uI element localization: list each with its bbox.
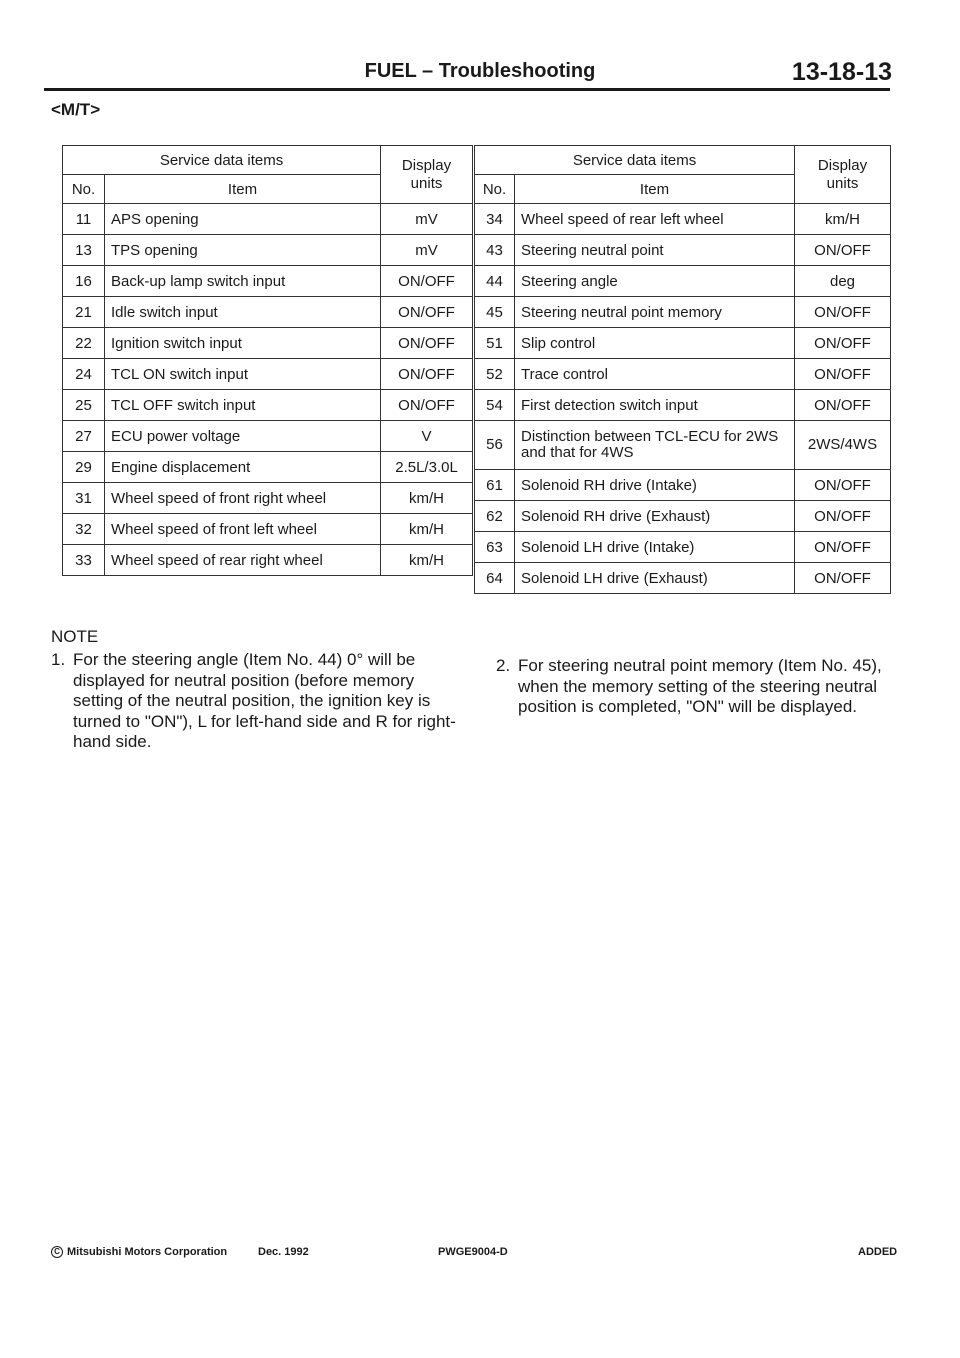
- units-header: Display units: [381, 146, 473, 204]
- table-row: [63, 328, 473, 359]
- item-header: Item: [515, 175, 795, 204]
- row-units: ON/OFF: [795, 563, 891, 594]
- table-row: [63, 452, 473, 483]
- table-row: [63, 359, 473, 390]
- table-row: [475, 266, 891, 297]
- row-units: 2.5L/3.0L: [381, 452, 473, 483]
- table-row: [63, 390, 473, 421]
- page-number: 13-18-13: [791, 58, 892, 86]
- table-row: [63, 235, 473, 266]
- row-item: Ignition switch input: [105, 328, 381, 359]
- row-item: TCL ON switch input: [105, 359, 381, 390]
- no-header: No.: [63, 175, 105, 204]
- service-data-table-left: [62, 145, 473, 576]
- row-units: ON/OFF: [795, 501, 891, 532]
- row-units: mV: [381, 204, 473, 235]
- row-units: ON/OFF: [795, 235, 891, 266]
- row-number: 21: [63, 297, 105, 328]
- row-units: deg: [795, 266, 891, 297]
- row-units: ON/OFF: [381, 390, 473, 421]
- group-header: Service data items: [63, 146, 381, 175]
- row-item: Back-up lamp switch input: [105, 266, 381, 297]
- note-item: [51, 650, 461, 753]
- table-row: [475, 501, 891, 532]
- row-number: 51: [475, 328, 515, 359]
- row-item: Solenoid RH drive (Intake): [515, 470, 795, 501]
- row-item: Slip control: [515, 328, 795, 359]
- table-row: [475, 563, 891, 594]
- row-number: 34: [475, 204, 515, 235]
- row-number: 16: [63, 266, 105, 297]
- row-item: First detection switch input: [515, 390, 795, 421]
- row-item: Wheel speed of front left wheel: [105, 514, 381, 545]
- table-row: [475, 421, 891, 470]
- row-item: Wheel speed of rear left wheel: [515, 204, 795, 235]
- row-units: ON/OFF: [381, 359, 473, 390]
- table-row: [63, 297, 473, 328]
- row-item: Steering neutral point: [515, 235, 795, 266]
- row-units: km/H: [381, 514, 473, 545]
- footer-code: PWGE9004-D: [438, 1246, 508, 1258]
- row-item: Solenoid LH drive (Intake): [515, 532, 795, 563]
- table-row: [475, 235, 891, 266]
- group-header: Service data items: [475, 146, 795, 175]
- row-number: 52: [475, 359, 515, 390]
- no-header: No.: [475, 175, 515, 204]
- row-item: ECU power voltage: [105, 421, 381, 452]
- row-number: 61: [475, 470, 515, 501]
- row-number: 33: [63, 545, 105, 576]
- table-row: [63, 204, 473, 235]
- table-row: [475, 390, 891, 421]
- row-units: 2WS/4WS: [795, 421, 891, 470]
- table-row: [475, 470, 891, 501]
- row-number: 24: [63, 359, 105, 390]
- section-label: <M/T>: [51, 100, 101, 119]
- row-item: Solenoid LH drive (Exhaust): [515, 563, 795, 594]
- row-number: 32: [63, 514, 105, 545]
- row-number: 56: [475, 421, 515, 470]
- note-title: NOTE: [51, 627, 99, 646]
- footer-date: Dec. 1992: [258, 1246, 309, 1258]
- table-body-left: [63, 204, 473, 576]
- row-number: 31: [63, 483, 105, 514]
- row-units: ON/OFF: [795, 297, 891, 328]
- row-units: ON/OFF: [795, 328, 891, 359]
- table-row: [475, 204, 891, 235]
- row-number: 11: [63, 204, 105, 235]
- table-body-right: [475, 204, 891, 594]
- footer-copyright: [51, 1246, 227, 1258]
- row-units: km/H: [381, 483, 473, 514]
- table-row: [475, 532, 891, 563]
- row-units: km/H: [381, 545, 473, 576]
- row-units: ON/OFF: [795, 359, 891, 390]
- footer-status: ADDED: [858, 1246, 898, 1258]
- row-number: 44: [475, 266, 515, 297]
- row-units: km/H: [795, 204, 891, 235]
- row-number: 63: [475, 532, 515, 563]
- page-title: FUEL – Troubleshooting: [364, 60, 596, 82]
- table-row: [63, 514, 473, 545]
- row-item: Wheel speed of rear right wheel: [105, 545, 381, 576]
- row-item: Solenoid RH drive (Exhaust): [515, 501, 795, 532]
- row-number: 54: [475, 390, 515, 421]
- row-units: V: [381, 421, 473, 452]
- row-item: Idle switch input: [105, 297, 381, 328]
- row-number: 25: [63, 390, 105, 421]
- row-number: 45: [475, 297, 515, 328]
- footer-company: Mitsubishi Motors Corporation: [67, 1246, 228, 1258]
- row-item: Trace control: [515, 359, 795, 390]
- row-units: ON/OFF: [381, 266, 473, 297]
- row-number: 27: [63, 421, 105, 452]
- row-number: 13: [63, 235, 105, 266]
- row-number: 64: [475, 563, 515, 594]
- row-units: ON/OFF: [381, 297, 473, 328]
- header-rule: [44, 88, 890, 91]
- row-units: ON/OFF: [795, 470, 891, 501]
- row-item: Distinction between TCL-ECU for 2WS and that for 4WS: [515, 421, 795, 470]
- row-units: ON/OFF: [795, 532, 891, 563]
- table-row: [63, 545, 473, 576]
- table-row: [475, 359, 891, 390]
- note-number: 2.: [496, 656, 511, 675]
- row-item: TCL OFF switch input: [105, 390, 381, 421]
- row-item: Steering neutral point memory: [515, 297, 795, 328]
- note-number: 1.: [51, 650, 66, 669]
- row-item: Wheel speed of front right wheel: [105, 483, 381, 514]
- table-row: [475, 297, 891, 328]
- table-row: [63, 266, 473, 297]
- note-text: For the steering angle (Item No. 44) 0° will be displayed for neutral position (before memory setting of the neutral position, the ignition key is turned to "ON"), L for left-hand side and R for right-hand side.: [73, 650, 456, 751]
- row-number: 29: [63, 452, 105, 483]
- note-text: For steering neutral point memory (Item No. 45), when the memory setting of the steering neutral position is completed, "ON" will be displayed.: [518, 656, 882, 716]
- row-item: Engine displacement: [105, 452, 381, 483]
- note-item: [496, 656, 894, 718]
- row-number: 22: [63, 328, 105, 359]
- copyright-icon: C: [51, 1246, 63, 1258]
- row-item: Steering angle: [515, 266, 795, 297]
- row-item: APS opening: [105, 204, 381, 235]
- service-data-table-right: [474, 145, 891, 594]
- table-row: [475, 328, 891, 359]
- row-units: ON/OFF: [795, 390, 891, 421]
- row-item: TPS opening: [105, 235, 381, 266]
- row-number: 62: [475, 501, 515, 532]
- row-number: 43: [475, 235, 515, 266]
- row-units: ON/OFF: [381, 328, 473, 359]
- item-header: Item: [105, 175, 381, 204]
- table-row: [63, 421, 473, 452]
- row-units: mV: [381, 235, 473, 266]
- units-header: Display units: [795, 146, 891, 204]
- table-row: [63, 483, 473, 514]
